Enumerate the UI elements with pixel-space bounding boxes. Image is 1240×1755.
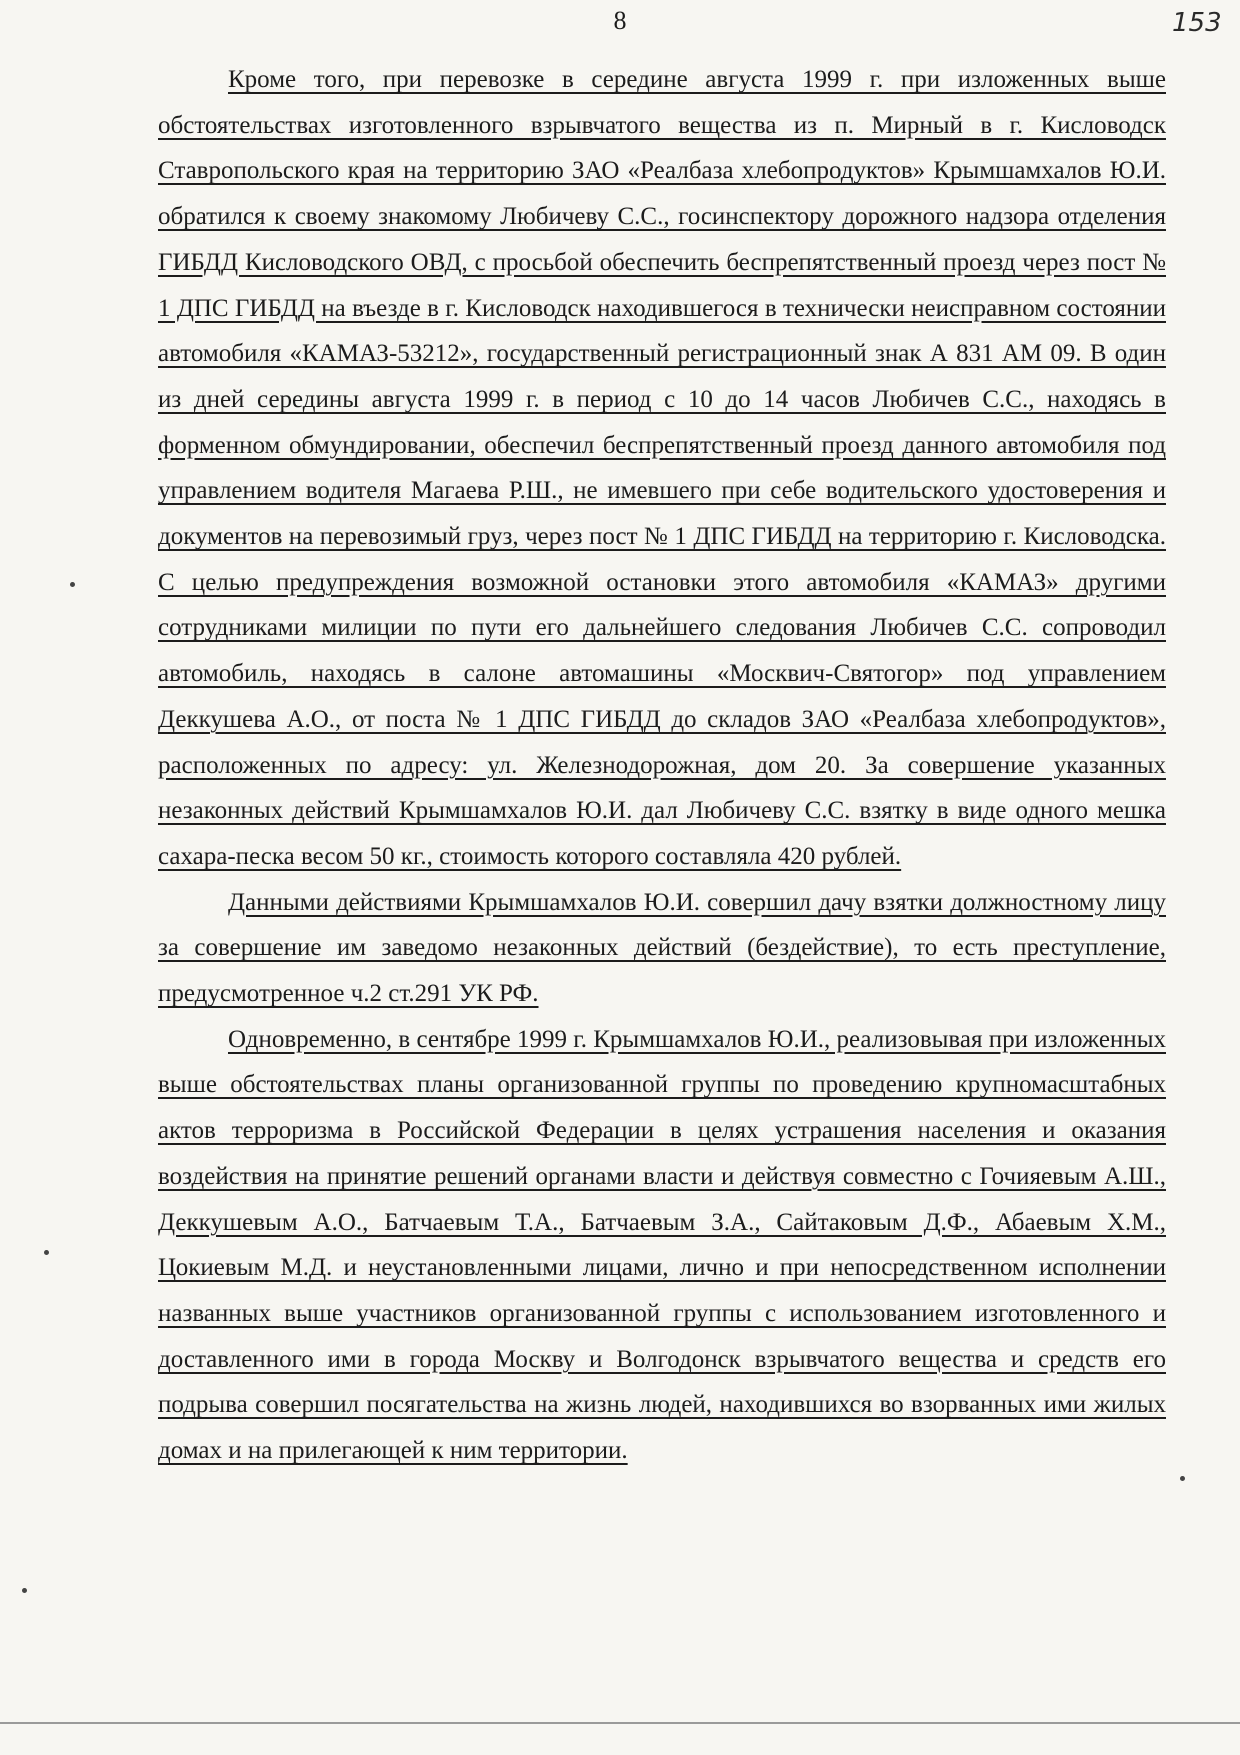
scan-edge-line [0, 1722, 1240, 1724]
paragraph-text: Одновременно, в сентябре 1999 г. Крымшамхалов Ю.И., реализовывая при изложенных выше обстоятельствах планы организованной группы по проведению крупномасштабных актов терроризма в Российской Федерации в целях устрашения населения и оказания воздействия на принятие решений органами власти и действуя совместно с Гочияевым А.Ш., Деккушевым А.О., Батчаевым Т.А., Батчаевым З.А., Сайтаковым Д.Ф., Абаевым Х.М., Цокиевым М.Д. и неустановленными лицами, лично и при непосредственном исполнении названных выше участников организованной группы с использованием изготовленного и доставленного ими в города Москву и Волгодонск взрывчатого вещества и средств его подрыва совершил посягательства на жизнь людей, находившихся во взорванных ими жилых домах и на прилегающей к ним территории. [158, 1025, 1166, 1465]
page-number: 8 [613, 6, 627, 35]
paragraph-bribery-qualification [158, 880, 1166, 1017]
archive-sheet-number: 153 [1172, 8, 1222, 38]
paragraph-text: Данными действиями Крымшамхалов Ю.И. совершил дачу взятки должностному лицу за совершение им заведомо незаконных действий (бездействие), то есть преступление, предусмотренное ч.2 ст.291 УК РФ. [158, 888, 1166, 1008]
paragraph-bribery-circumstances [158, 57, 1166, 880]
document-body [158, 57, 1166, 1474]
margin-mark [22, 1588, 27, 1593]
paragraph-terrorism-acts [158, 1017, 1166, 1474]
paragraph-text: Кроме того, при перевозке в середине августа 1999 г. при изложенных выше обстоятельствах изготовленного взрывчатого вещества из п. Мирный в г. Кисловодск Ставропольского края на территорию ЗАО «Реалбаза хлебопродуктов» Крымшамхалов Ю.И. обратился к своему знакомому Любичеву С.С., госинспектору дорожного надзора отделения ГИБДД Кисловодского ОВД, с просьбой обеспечить беспрепятственный проезд через пост № 1 ДПС ГИБДД на въезде в г. Кисловодск находившегося в технически неисправном состоянии автомобиля «КАМАЗ-53212», государственный регистрационный знак А 831 АМ 09. В один из дней середины августа 1999 г. в период с 10 до 14 часов Любичев С.С., находясь в форменном обмундировании, обеспечил беспрепятственный проезд данного автомобиля под управлением водителя Магаева Р.Ш., не имевшего при себе водительского удостоверения и документов на перевозимый груз, через пост № 1 ДПС ГИБДД на территорию г. Кисловодска. С целью предупреждения возможной остановки этого автомобиля «КАМАЗ» другими сотрудниками милиции по пути его дальнейшего следования Любичев С.С. сопроводил автомобиль, находясь в салоне автомашины «Москвич-Святогор» под управлением Деккушева А.О., от поста № 1 ДПС ГИБДД до складов ЗАО «Реалбаза хлебопродуктов», расположенных по адресу: ул. Железнодорожная, дом 20. За совершение указанных незаконных действий Крымшамхалов Ю.И. дал Любичеву С.С. взятку в виде одного мешка сахара-песка весом 50 кг., стоимость которого составляла 420 рублей. [158, 66, 1166, 870]
margin-mark [1180, 1476, 1185, 1481]
margin-mark [44, 1250, 49, 1255]
margin-mark [70, 582, 75, 587]
